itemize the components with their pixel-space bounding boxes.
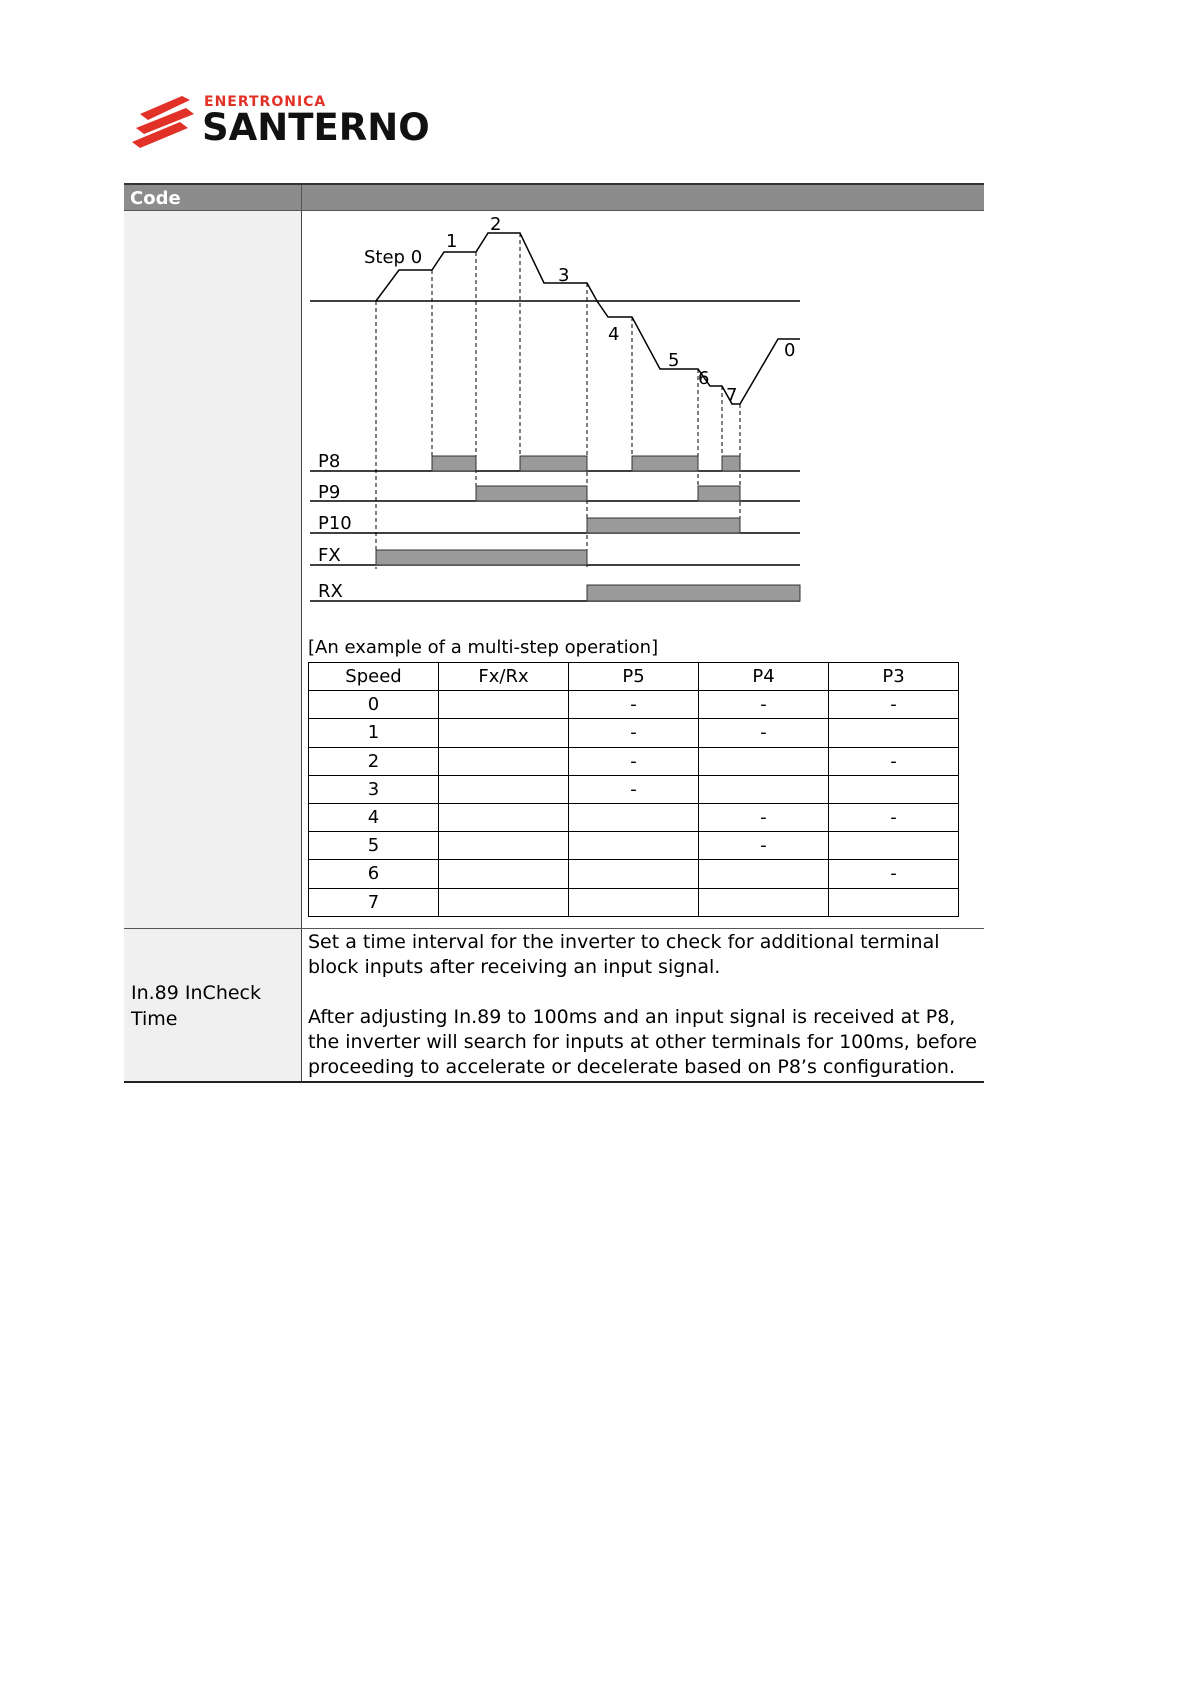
cell: 2 (309, 747, 439, 775)
cell (439, 691, 569, 719)
table-header (124, 183, 984, 211)
table-row (309, 803, 959, 831)
cell (439, 888, 569, 916)
col-speed: Speed (309, 663, 439, 691)
diagram-caption: [An example of a multi-step operation] (308, 637, 659, 658)
step-label-6: 6 (698, 368, 710, 389)
description-paragraph-1: Set a time interval for the inverter to check for additional terminal block inputs after receiving an input signal. (308, 931, 940, 978)
cell: - (699, 691, 829, 719)
cell: - (829, 803, 959, 831)
cell: 3 (309, 775, 439, 803)
logo-big-text: SANTERNO (202, 106, 430, 149)
cell: 4 (309, 803, 439, 831)
cell: - (569, 775, 699, 803)
cell: - (699, 803, 829, 831)
cell (569, 832, 699, 860)
cell: - (829, 691, 959, 719)
col-p5: P5 (569, 663, 699, 691)
cell: 5 (309, 832, 439, 860)
multi-step-speed-table (308, 662, 959, 917)
multi-step-timing-diagram (302, 211, 822, 611)
table-header-row (309, 663, 959, 691)
step-label-5: 5 (668, 350, 680, 371)
cell: 6 (309, 860, 439, 888)
cell (569, 803, 699, 831)
cell (569, 860, 699, 888)
parameter-code: In.89 InCheck Time (131, 982, 261, 1030)
step-label-3: 3 (558, 265, 570, 286)
cell: - (569, 691, 699, 719)
step-label-2: 2 (490, 214, 502, 235)
cell (439, 775, 569, 803)
step-label-0: Step 0 (364, 247, 423, 268)
signal-label-p10: P10 (318, 513, 352, 534)
table-row (309, 719, 959, 747)
cell: - (829, 860, 959, 888)
code-header: Code (130, 188, 181, 209)
left-cell-top (124, 211, 301, 928)
col-p3: P3 (829, 663, 959, 691)
brand-logo (130, 90, 450, 152)
header-divider (301, 185, 302, 210)
cell (439, 860, 569, 888)
step-label-4: 4 (608, 324, 620, 345)
step-label-7: 7 (726, 385, 738, 406)
logo-small-text: ENERTRONICA (204, 94, 327, 110)
santerno-logo-icon (130, 92, 200, 152)
col-fxrx: Fx/Rx (439, 663, 569, 691)
table-row (309, 775, 959, 803)
row-divider (124, 928, 984, 929)
table-row (309, 691, 959, 719)
cell (829, 775, 959, 803)
cell (829, 832, 959, 860)
cell (439, 747, 569, 775)
cell (699, 860, 829, 888)
signal-label-fx: FX (318, 545, 341, 566)
cell: - (699, 832, 829, 860)
table-row (309, 747, 959, 775)
step-label-1: 1 (446, 231, 458, 252)
table-row (309, 832, 959, 860)
cell: 0 (309, 691, 439, 719)
cell (439, 719, 569, 747)
signal-label-p8: P8 (318, 451, 341, 472)
cell: - (569, 719, 699, 747)
cell: - (699, 719, 829, 747)
cell: - (569, 747, 699, 775)
cell (829, 888, 959, 916)
signal-label-rx: RX (318, 581, 343, 602)
cell (699, 747, 829, 775)
cell (439, 832, 569, 860)
col-p4: P4 (699, 663, 829, 691)
signal-label-p9: P9 (318, 482, 341, 503)
step-label-end: 0 (784, 340, 796, 361)
cell (699, 888, 829, 916)
parameter-description (308, 930, 978, 1105)
description-paragraph-2: After adjusting In.89 to 100ms and an input signal is received at P8, the inverter will search for inputs at other terminals for 100ms, before proceeding to accelerate or decelerate based on P8’s configuration. (308, 1006, 977, 1078)
cell: 1 (309, 719, 439, 747)
cell: 7 (309, 888, 439, 916)
cell (569, 888, 699, 916)
table-row (309, 860, 959, 888)
table-row (309, 888, 959, 916)
cell (829, 719, 959, 747)
cell (699, 775, 829, 803)
cell: - (829, 747, 959, 775)
cell (439, 803, 569, 831)
